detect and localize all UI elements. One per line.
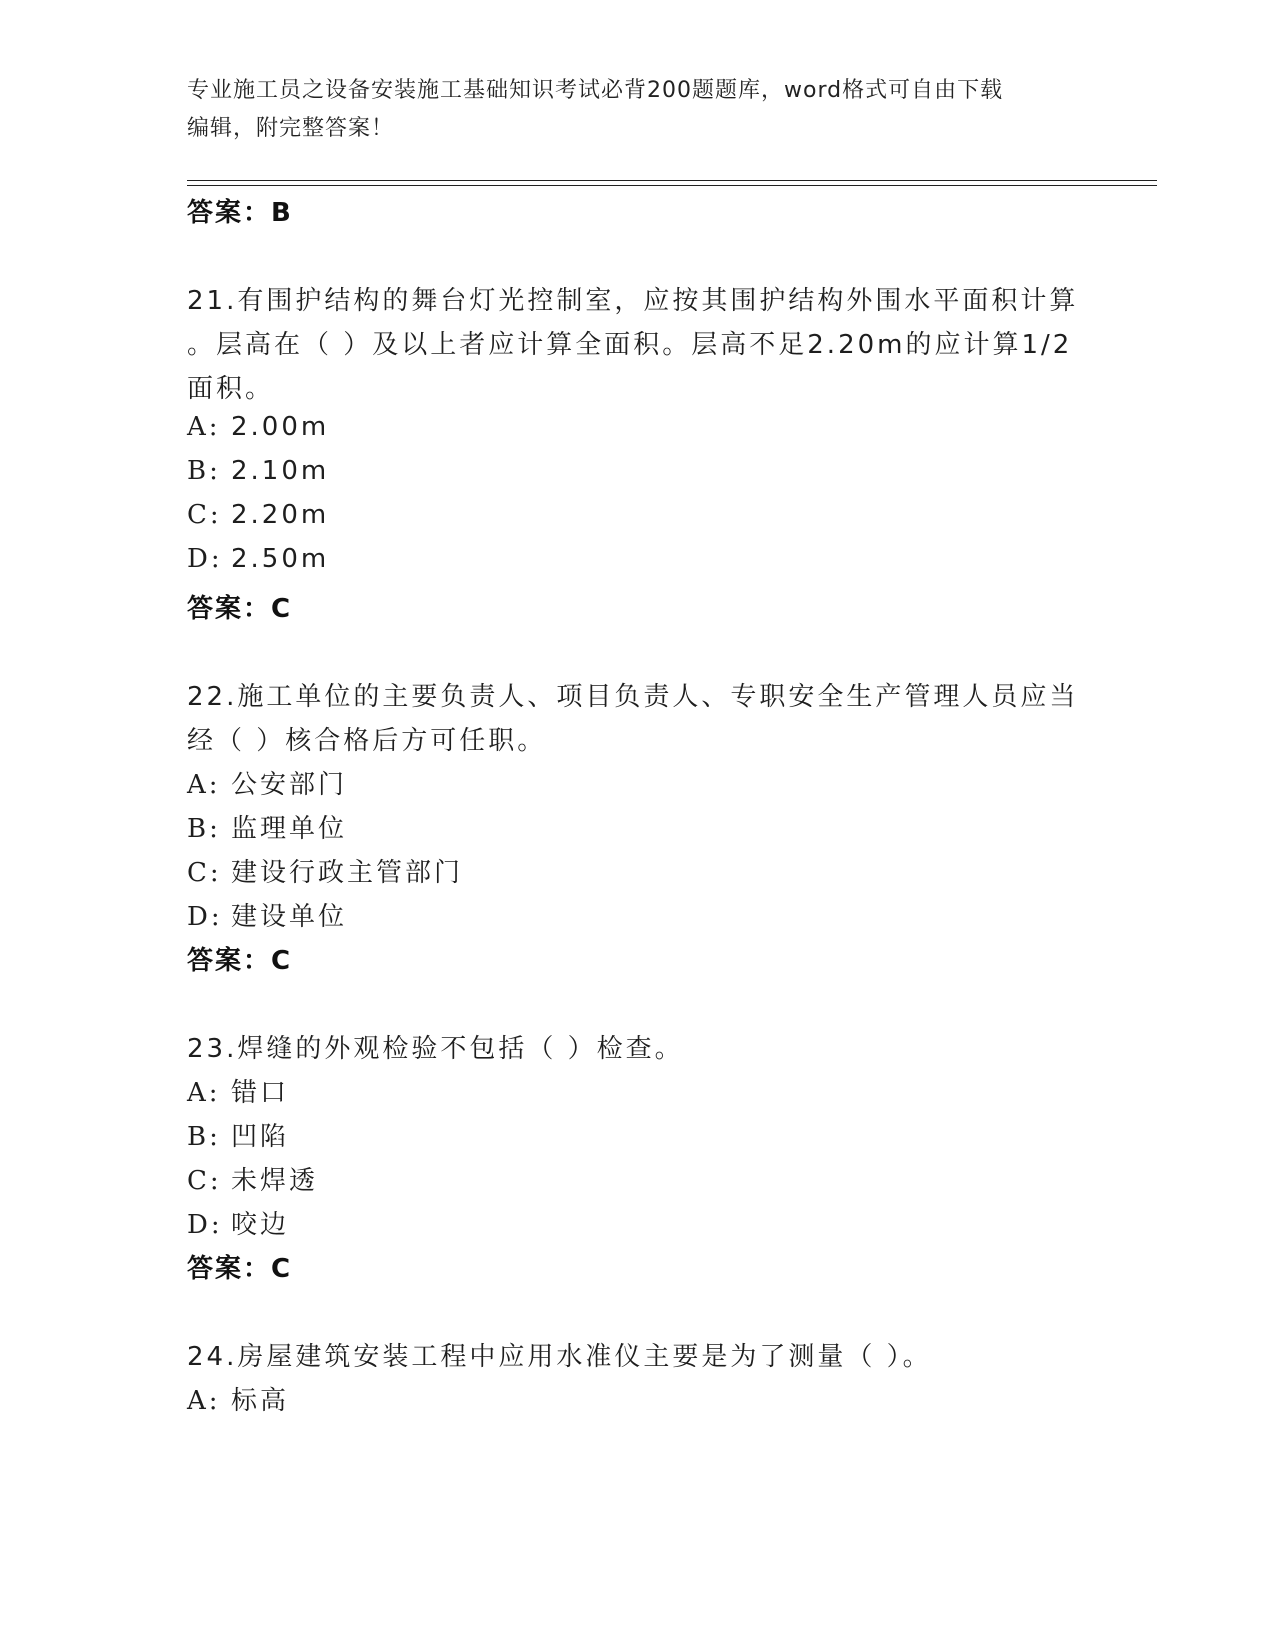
- option-key: B:: [187, 814, 221, 844]
- option-key: D:: [187, 544, 223, 574]
- option-text: 2.00m: [231, 412, 330, 442]
- question-text-line: 。层高在（ ）及以上者应计算全面积。层高不足2.20m的应计算1/2: [187, 330, 1073, 360]
- option-key: B:: [187, 456, 221, 486]
- option-b: [187, 1116, 289, 1153]
- option-b: [187, 456, 329, 486]
- header-divider-bottom: [187, 185, 1157, 186]
- answer: 答案：C: [187, 946, 293, 976]
- option-text: 标高: [231, 1386, 290, 1416]
- option-b: [187, 808, 347, 845]
- question-text-line: 经（ ）核合格后方可任职。: [187, 726, 547, 756]
- question-text-line: 23.焊缝的外观检验不包括（ ）检查。: [187, 1034, 684, 1064]
- question-text-line: 22.施工单位的主要负责人、项目负责人、专职安全生产管理人员应当: [187, 682, 1079, 712]
- question-text-line: 面积。: [187, 374, 275, 404]
- option-c: [187, 500, 329, 530]
- option-key: C:: [187, 1166, 222, 1196]
- option-d: [187, 1204, 289, 1241]
- option-a: [187, 1072, 289, 1109]
- document-header: [187, 72, 1067, 148]
- option-text: 建设单位: [231, 902, 348, 932]
- answer: 答案：C: [187, 594, 293, 624]
- answer: 答案：C: [187, 1254, 293, 1284]
- option-text: 错口: [231, 1078, 290, 1108]
- question-text-line: 24.房屋建筑安装工程中应用水准仪主要是为了测量（ ）。: [187, 1342, 932, 1372]
- option-text: 凹陷: [231, 1122, 290, 1152]
- option-text: 监理单位: [231, 814, 348, 844]
- option-text: 建设行政主管部门: [231, 858, 464, 888]
- option-d: [187, 544, 329, 574]
- option-key: A:: [187, 1078, 221, 1108]
- option-c: [187, 1160, 318, 1197]
- header-divider-top: [187, 180, 1157, 181]
- option-key: A:: [187, 770, 221, 800]
- option-c: [187, 852, 463, 889]
- header-line-1: 专业施工员之设备安装施工基础知识考试必背200题题库，word格式可自由下载: [187, 78, 1004, 103]
- option-key: C:: [187, 500, 222, 530]
- option-a: [187, 1380, 289, 1417]
- option-a: [187, 412, 329, 442]
- option-key: B:: [187, 1122, 221, 1152]
- option-text: 2.20m: [231, 500, 330, 530]
- option-key: A:: [187, 1386, 221, 1416]
- option-text: 咬边: [231, 1210, 290, 1240]
- previous-answer: 答案：B: [187, 198, 293, 228]
- option-key: D:: [187, 902, 223, 932]
- option-a: [187, 764, 347, 801]
- header-line-2: 编辑，附完整答案！: [187, 116, 395, 141]
- option-text: 公安部门: [231, 770, 348, 800]
- option-key: A:: [187, 412, 221, 442]
- question-text-line: 21.有围护结构的舞台灯光控制室，应按其围护结构外围水平面积计算: [187, 286, 1079, 316]
- option-key: D:: [187, 1210, 223, 1240]
- option-d: [187, 896, 347, 933]
- option-text: 未焊透: [231, 1166, 319, 1196]
- option-key: C:: [187, 858, 222, 888]
- option-text: 2.50m: [231, 544, 330, 574]
- option-text: 2.10m: [231, 456, 330, 486]
